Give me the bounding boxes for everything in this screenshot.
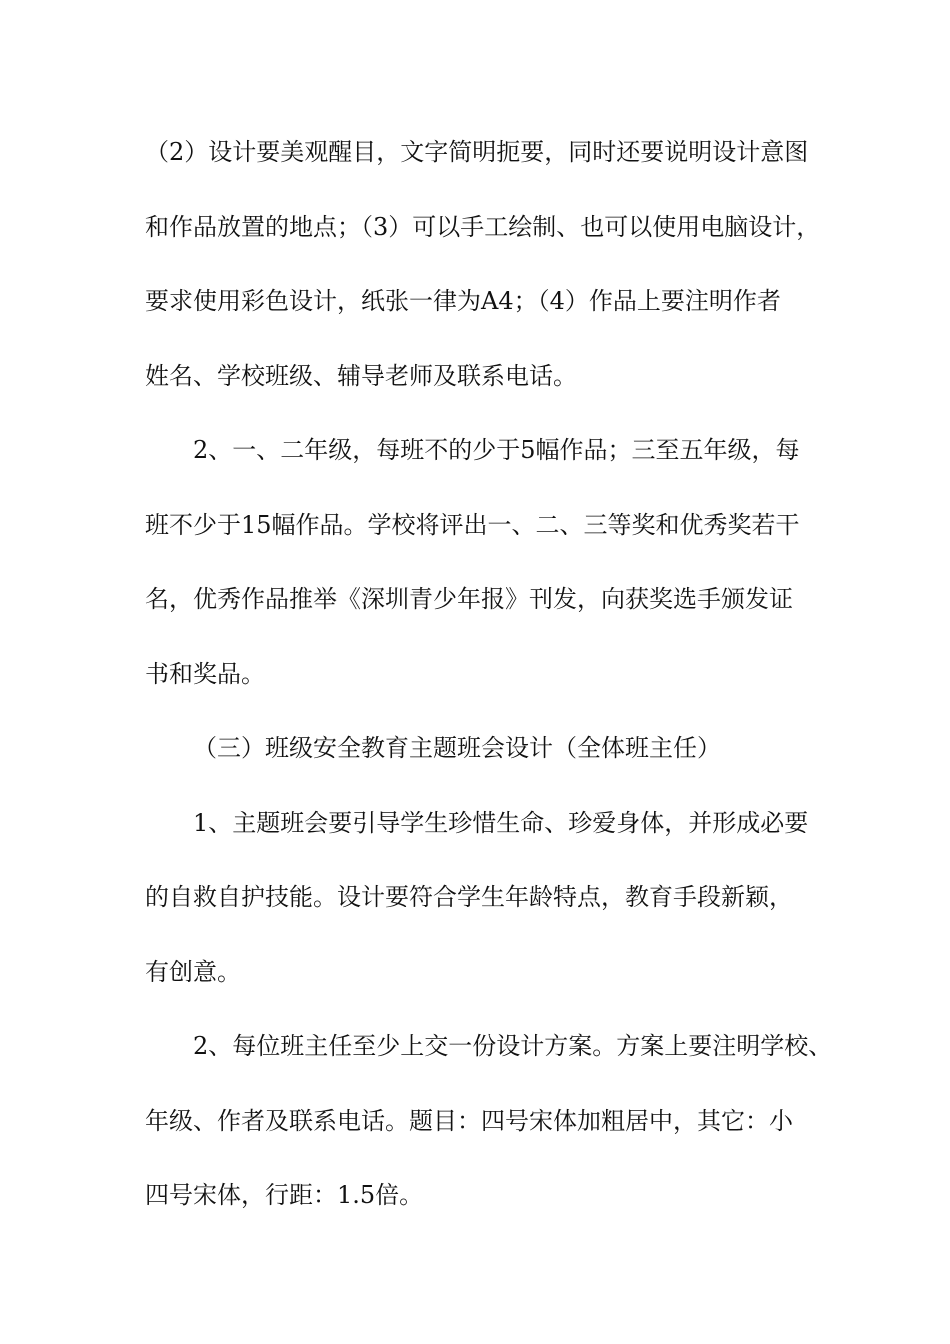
paragraph-line: 的自救自护技能。设计要符合学生年龄特点，教育手段新颖， — [145, 883, 793, 911]
section-heading: （三）班级安全教育主题班会设计（全体班主任） — [193, 734, 721, 762]
paragraph-line: 年级、作者及联系电话。题目：四号宋体加粗居中，其它：小 — [145, 1107, 793, 1135]
paragraph-line: 要求使用彩色设计，纸张一律为A4；（4）作品上要注明作者 — [145, 287, 781, 315]
paragraph-line: 名，优秀作品推举《深圳青少年报》刊发，向获奖选手颁发证 — [145, 585, 793, 613]
paragraph-line: 班不少于15幅作品。学校将评出一、二、三等奖和优秀奖若干 — [145, 511, 800, 539]
paragraph-line: 1、主题班会要引导学生珍惜生命、珍爱身体，并形成必要 — [193, 809, 809, 837]
paragraph-line: 有创意。 — [145, 958, 241, 986]
paragraph-line: 2、一、二年级，每班不的少于5幅作品；三至五年级，每 — [193, 436, 800, 464]
paragraph-line: 2、每位班主任至少上交一份设计方案。方案上要注明学校、 — [193, 1032, 833, 1060]
paragraph-line: 书和奖品。 — [145, 660, 265, 688]
paragraph-line: 姓名、学校班级、辅导老师及联系电话。 — [145, 362, 577, 390]
paragraph-line: 和作品放置的地点；（3）可以手工绘制、也可以使用电脑设计， — [145, 213, 821, 241]
paragraph-line: （2）设计要美观醒目，文字简明扼要，同时还要说明设计意图 — [145, 138, 809, 166]
paragraph-line: 四号宋体，行距：1.5倍。 — [145, 1181, 424, 1209]
